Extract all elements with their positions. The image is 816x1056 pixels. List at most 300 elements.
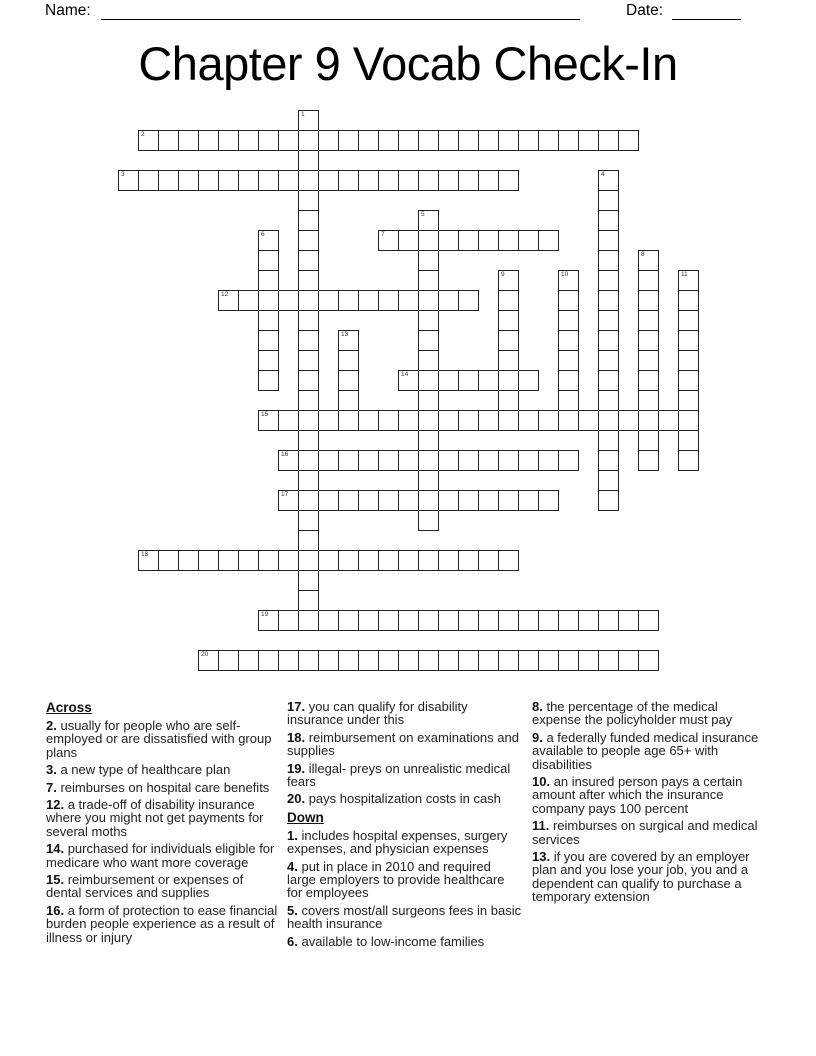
cell-number: 19 — [260, 610, 268, 618]
grid-cell[interactable] — [178, 550, 199, 571]
clue-text: available to low-income families — [301, 933, 485, 949]
grid-cell[interactable] — [478, 170, 499, 191]
grid-cell[interactable] — [298, 550, 319, 571]
clue-number: 5. — [287, 902, 302, 918]
grid-cell[interactable] — [378, 290, 399, 311]
grid-cell[interactable] — [258, 290, 279, 311]
grid-cell[interactable] — [638, 370, 659, 391]
grid-cell[interactable] — [498, 230, 519, 251]
grid-cell[interactable] — [418, 490, 439, 511]
grid-cell[interactable] — [518, 410, 539, 431]
grid-cell[interactable] — [458, 130, 479, 151]
grid-cell[interactable] — [278, 130, 299, 151]
grid-cell[interactable] — [338, 330, 359, 351]
grid-cell[interactable] — [458, 290, 479, 311]
grid-cell[interactable] — [158, 550, 179, 571]
grid-cell[interactable] — [358, 610, 379, 631]
grid-cell[interactable] — [318, 450, 339, 471]
grid-cell[interactable] — [638, 390, 659, 411]
grid-cell[interactable] — [398, 170, 419, 191]
grid-cell[interactable] — [218, 550, 239, 571]
grid-cell[interactable] — [418, 170, 439, 191]
clue-number: 20. — [287, 791, 309, 807]
grid-cell[interactable] — [618, 410, 639, 431]
grid-cell[interactable] — [478, 650, 499, 671]
grid-cell[interactable] — [318, 610, 339, 631]
grid-cell[interactable] — [338, 290, 359, 311]
grid-cell[interactable] — [298, 170, 319, 191]
grid-cell[interactable] — [558, 410, 579, 431]
grid-cell[interactable] — [198, 550, 219, 571]
clue-text: reimburses on hospital care benefits — [60, 779, 270, 795]
clue-text: an insured person pays a certain amount after which the insurance company pays 100 percent — [532, 774, 743, 816]
grid-cell[interactable] — [438, 490, 459, 511]
grid-cell[interactable] — [518, 130, 539, 151]
grid-cell[interactable] — [458, 410, 479, 431]
grid-cell[interactable] — [598, 250, 619, 271]
grid-cell[interactable] — [678, 370, 699, 391]
grid-cell[interactable] — [658, 410, 679, 431]
grid-cell[interactable] — [418, 650, 439, 671]
grid-cell[interactable] — [378, 490, 399, 511]
grid-cell[interactable] — [358, 550, 379, 571]
grid-cell[interactable] — [298, 590, 319, 611]
grid-cell[interactable] — [638, 310, 659, 331]
grid-cell[interactable] — [258, 610, 279, 631]
grid-cell[interactable] — [498, 350, 519, 371]
grid-cell[interactable] — [598, 390, 619, 411]
grid-cell[interactable] — [398, 230, 419, 251]
grid-cell[interactable] — [318, 550, 339, 571]
grid-cell[interactable] — [358, 490, 379, 511]
grid-cell[interactable] — [418, 390, 439, 411]
grid-cell[interactable] — [678, 410, 699, 431]
grid-cell[interactable] — [258, 170, 279, 191]
grid-cell[interactable] — [178, 170, 199, 191]
grid-cell[interactable] — [458, 370, 479, 391]
grid-cell[interactable] — [598, 470, 619, 491]
grid-cell[interactable] — [518, 230, 539, 251]
grid-cell[interactable] — [418, 370, 439, 391]
grid-cell[interactable] — [258, 410, 279, 431]
grid-cell[interactable] — [558, 350, 579, 371]
grid-cell[interactable] — [638, 650, 659, 671]
grid-cell[interactable] — [498, 610, 519, 631]
grid-cell[interactable] — [518, 450, 539, 471]
grid-cell[interactable] — [458, 610, 479, 631]
clue-item-7 — [46, 781, 282, 794]
grid-cell[interactable] — [218, 650, 239, 671]
grid-cell[interactable] — [238, 170, 259, 191]
grid-cell[interactable] — [518, 650, 539, 671]
grid-cell[interactable] — [498, 310, 519, 331]
grid-cell[interactable] — [378, 650, 399, 671]
grid-cell[interactable] — [498, 370, 519, 391]
grid-cell[interactable] — [638, 250, 659, 271]
grid-cell[interactable] — [338, 610, 359, 631]
grid-cell[interactable] — [598, 190, 619, 211]
grid-cell[interactable] — [358, 650, 379, 671]
grid-cell[interactable] — [438, 550, 459, 571]
grid-cell[interactable] — [438, 230, 459, 251]
grid-cell[interactable] — [238, 290, 259, 311]
grid-cell[interactable] — [458, 490, 479, 511]
grid-cell[interactable] — [498, 130, 519, 151]
grid-cell[interactable] — [438, 410, 459, 431]
clue-column-3 — [532, 700, 768, 908]
grid-cell[interactable] — [298, 290, 319, 311]
grid-cell[interactable] — [378, 610, 399, 631]
grid-cell[interactable] — [118, 170, 139, 191]
name-label: Name: — [45, 2, 91, 19]
grid-cell[interactable] — [598, 650, 619, 671]
grid-cell[interactable] — [238, 650, 259, 671]
grid-cell[interactable] — [338, 370, 359, 391]
grid-cell[interactable] — [318, 170, 339, 191]
grid-cell[interactable] — [318, 290, 339, 311]
grid-cell[interactable] — [558, 450, 579, 471]
grid-cell[interactable] — [238, 130, 259, 151]
grid-cell[interactable] — [398, 410, 419, 431]
grid-cell[interactable] — [178, 130, 199, 151]
grid-cell[interactable] — [298, 130, 319, 151]
grid-cell[interactable] — [338, 550, 359, 571]
grid-cell[interactable] — [618, 650, 639, 671]
cell-number: 16 — [280, 450, 288, 458]
grid-cell[interactable] — [518, 370, 539, 391]
cell-number: 8 — [640, 250, 645, 258]
grid-cell[interactable] — [398, 130, 419, 151]
grid-cell[interactable] — [138, 550, 159, 571]
grid-cell[interactable] — [298, 190, 319, 211]
grid-cell[interactable] — [298, 410, 319, 431]
grid-cell[interactable] — [598, 410, 619, 431]
cell-number: 12 — [220, 290, 228, 298]
grid-cell[interactable] — [298, 150, 319, 171]
grid-cell[interactable] — [598, 230, 619, 251]
grid-cell[interactable] — [298, 110, 319, 131]
grid-cell[interactable] — [418, 130, 439, 151]
grid-cell[interactable] — [498, 650, 519, 671]
grid-cell[interactable] — [238, 550, 259, 571]
grid-cell[interactable] — [558, 290, 579, 311]
grid-cell[interactable] — [258, 370, 279, 391]
grid-cell[interactable] — [298, 370, 319, 391]
grid-cell[interactable] — [598, 270, 619, 291]
grid-cell[interactable] — [298, 570, 319, 591]
grid-cell[interactable] — [258, 350, 279, 371]
grid-cell[interactable] — [638, 270, 659, 291]
grid-cell[interactable] — [318, 490, 339, 511]
grid-cell[interactable] — [298, 530, 319, 551]
grid-cell[interactable] — [138, 130, 159, 151]
grid-cell[interactable] — [418, 330, 439, 351]
grid-cell[interactable] — [398, 610, 419, 631]
grid-cell[interactable] — [618, 610, 639, 631]
clue-text: put in place in 2010 and required large employers to provide healthcare for employees — [287, 858, 505, 901]
grid-cell[interactable] — [538, 410, 559, 431]
grid-cell[interactable] — [298, 430, 319, 451]
grid-cell[interactable] — [438, 130, 459, 151]
grid-cell[interactable] — [498, 290, 519, 311]
grid-cell[interactable] — [678, 390, 699, 411]
grid-cell[interactable] — [498, 490, 519, 511]
grid-cell[interactable] — [578, 610, 599, 631]
grid-cell[interactable] — [258, 310, 279, 331]
grid-cell[interactable] — [278, 610, 299, 631]
grid-cell[interactable] — [298, 470, 319, 491]
grid-cell[interactable] — [598, 310, 619, 331]
grid-cell[interactable] — [298, 270, 319, 291]
grid-cell[interactable] — [418, 250, 439, 271]
grid-cell[interactable] — [338, 410, 359, 431]
grid-cell[interactable] — [538, 650, 559, 671]
grid-cell[interactable] — [418, 510, 439, 531]
grid-cell[interactable] — [278, 650, 299, 671]
grid-cell[interactable] — [218, 130, 239, 151]
grid-cell[interactable] — [298, 230, 319, 251]
grid-cell[interactable] — [438, 290, 459, 311]
grid-cell[interactable] — [558, 330, 579, 351]
grid-cell[interactable] — [498, 550, 519, 571]
grid-cell[interactable] — [258, 130, 279, 151]
grid-cell[interactable] — [278, 550, 299, 571]
grid-cell[interactable] — [598, 450, 619, 471]
grid-cell[interactable] — [598, 130, 619, 151]
grid-cell[interactable] — [598, 370, 619, 391]
grid-cell[interactable] — [678, 270, 699, 291]
grid-cell[interactable] — [298, 310, 319, 331]
grid-cell[interactable] — [678, 430, 699, 451]
grid-cell[interactable] — [418, 210, 439, 231]
grid-cell[interactable] — [638, 410, 659, 431]
clue-item-6 — [287, 935, 523, 948]
grid-cell[interactable] — [558, 310, 579, 331]
grid-cell[interactable] — [498, 330, 519, 351]
grid-cell[interactable] — [438, 370, 459, 391]
grid-cell[interactable] — [318, 130, 339, 151]
cell-number: 4 — [600, 170, 605, 178]
grid-cell[interactable] — [318, 410, 339, 431]
grid-cell[interactable] — [258, 270, 279, 291]
grid-cell[interactable] — [638, 290, 659, 311]
grid-cell[interactable] — [538, 130, 559, 151]
grid-cell[interactable] — [298, 490, 319, 511]
grid-cell[interactable] — [418, 410, 439, 431]
grid-cell[interactable] — [358, 170, 379, 191]
grid-cell[interactable] — [258, 650, 279, 671]
grid-cell[interactable] — [598, 490, 619, 511]
grid-cell[interactable] — [278, 290, 299, 311]
grid-cell[interactable] — [438, 170, 459, 191]
grid-cell[interactable] — [258, 230, 279, 251]
grid-cell[interactable] — [418, 290, 439, 311]
grid-cell[interactable] — [458, 230, 479, 251]
grid-cell[interactable] — [478, 230, 499, 251]
grid-cell[interactable] — [278, 170, 299, 191]
grid-cell[interactable] — [418, 430, 439, 451]
grid-cell[interactable] — [458, 450, 479, 471]
grid-cell[interactable] — [598, 290, 619, 311]
grid-cell[interactable] — [218, 170, 239, 191]
grid-cell[interactable] — [478, 410, 499, 431]
grid-cell[interactable] — [498, 390, 519, 411]
grid-cell[interactable] — [258, 250, 279, 271]
grid-cell[interactable] — [358, 450, 379, 471]
grid-cell[interactable] — [378, 170, 399, 191]
grid-cell[interactable] — [318, 650, 339, 671]
clue-text: the percentage of the medical expense the policyholder must pay — [532, 699, 733, 728]
grid-cell[interactable] — [338, 350, 359, 371]
grid-cell[interactable] — [538, 450, 559, 471]
grid-cell[interactable] — [418, 550, 439, 571]
grid-cell[interactable] — [358, 410, 379, 431]
grid-cell[interactable] — [338, 450, 359, 471]
grid-cell[interactable] — [378, 550, 399, 571]
grid-cell[interactable] — [418, 610, 439, 631]
cell-number: 6 — [260, 230, 265, 238]
grid-cell[interactable] — [278, 450, 299, 471]
grid-cell[interactable] — [598, 350, 619, 371]
grid-cell[interactable] — [438, 650, 459, 671]
grid-cell[interactable] — [398, 490, 419, 511]
grid-cell[interactable] — [478, 370, 499, 391]
clue-number: 13. — [532, 849, 554, 865]
grid-cell[interactable] — [158, 170, 179, 191]
grid-cell[interactable] — [478, 550, 499, 571]
grid-cell[interactable] — [338, 490, 359, 511]
clue-item-20 — [287, 792, 523, 805]
grid-cell[interactable] — [378, 230, 399, 251]
grid-cell[interactable] — [278, 410, 299, 431]
grid-cell[interactable] — [298, 210, 319, 231]
grid-cell[interactable] — [518, 490, 539, 511]
grid-cell[interactable] — [418, 450, 439, 471]
grid-cell[interactable] — [398, 550, 419, 571]
grid-cell[interactable] — [438, 610, 459, 631]
grid-cell[interactable] — [558, 390, 579, 411]
grid-cell[interactable] — [458, 550, 479, 571]
grid-cell[interactable] — [298, 450, 319, 471]
grid-cell[interactable] — [338, 130, 359, 151]
grid-cell[interactable] — [358, 290, 379, 311]
grid-cell[interactable] — [438, 450, 459, 471]
grid-cell[interactable] — [478, 610, 499, 631]
grid-cell[interactable] — [418, 310, 439, 331]
clue-text: a trade-off of disability insurance where you might not get payments for several moths — [46, 797, 264, 839]
grid-cell[interactable] — [418, 470, 439, 491]
grid-cell[interactable] — [538, 490, 559, 511]
grid-cell[interactable] — [618, 130, 639, 151]
grid-cell[interactable] — [398, 370, 419, 391]
grid-cell[interactable] — [298, 350, 319, 371]
grid-cell[interactable] — [558, 130, 579, 151]
grid-cell[interactable] — [278, 490, 299, 511]
clue-item-2 — [46, 719, 282, 759]
grid-cell[interactable] — [598, 610, 619, 631]
grid-cell[interactable] — [378, 410, 399, 431]
grid-cell[interactable] — [458, 170, 479, 191]
grid-cell[interactable] — [638, 450, 659, 471]
grid-cell[interactable] — [498, 410, 519, 431]
grid-cell[interactable] — [478, 450, 499, 471]
grid-cell[interactable] — [478, 490, 499, 511]
grid-cell[interactable] — [358, 130, 379, 151]
grid-cell[interactable] — [678, 450, 699, 471]
grid-cell[interactable] — [418, 350, 439, 371]
grid-cell[interactable] — [198, 130, 219, 151]
grid-cell[interactable] — [598, 430, 619, 451]
grid-cell[interactable] — [558, 270, 579, 291]
grid-cell[interactable] — [598, 170, 619, 191]
grid-cell[interactable] — [578, 130, 599, 151]
grid-cell[interactable] — [298, 610, 319, 631]
grid-cell[interactable] — [298, 650, 319, 671]
grid-cell[interactable] — [638, 610, 659, 631]
grid-cell[interactable] — [298, 510, 319, 531]
grid-cell[interactable] — [598, 330, 619, 351]
grid-cell[interactable] — [458, 650, 479, 671]
grid-cell[interactable] — [538, 230, 559, 251]
grid-cell[interactable] — [578, 650, 599, 671]
grid-cell[interactable] — [498, 170, 519, 191]
grid-cell[interactable] — [158, 130, 179, 151]
grid-cell[interactable] — [678, 330, 699, 351]
grid-cell[interactable] — [418, 230, 439, 251]
grid-cell[interactable] — [678, 310, 699, 331]
grid-cell[interactable] — [598, 210, 619, 231]
grid-cell[interactable] — [338, 170, 359, 191]
grid-cell[interactable] — [398, 650, 419, 671]
grid-cell[interactable] — [418, 270, 439, 291]
grid-cell[interactable] — [638, 350, 659, 371]
grid-cell[interactable] — [298, 250, 319, 271]
grid-cell[interactable] — [518, 610, 539, 631]
grid-cell[interactable] — [498, 270, 519, 291]
grid-cell[interactable] — [638, 430, 659, 451]
grid-cell[interactable] — [298, 390, 319, 411]
grid-cell[interactable] — [258, 550, 279, 571]
grid-cell[interactable] — [398, 290, 419, 311]
grid-cell[interactable] — [558, 610, 579, 631]
grid-cell[interactable] — [498, 450, 519, 471]
grid-cell[interactable] — [198, 650, 219, 671]
grid-cell[interactable] — [138, 170, 159, 191]
grid-cell[interactable] — [558, 650, 579, 671]
clue-number: 6. — [287, 933, 302, 949]
grid-cell[interactable] — [218, 290, 239, 311]
grid-cell[interactable] — [578, 410, 599, 431]
grid-cell[interactable] — [338, 650, 359, 671]
grid-cell[interactable] — [338, 390, 359, 411]
clue-item-10 — [532, 775, 768, 815]
cell-number: 20 — [200, 650, 208, 658]
grid-cell[interactable] — [258, 330, 279, 351]
clue-number: 11. — [532, 818, 553, 834]
grid-cell[interactable] — [678, 350, 699, 371]
grid-cell[interactable] — [198, 170, 219, 191]
grid-cell[interactable] — [678, 290, 699, 311]
grid-cell[interactable] — [638, 330, 659, 351]
grid-cell[interactable] — [538, 610, 559, 631]
grid-cell[interactable] — [558, 370, 579, 391]
grid-cell[interactable] — [298, 330, 319, 351]
grid-cell[interactable] — [478, 130, 499, 151]
cell-number: 18 — [140, 550, 148, 558]
grid-cell[interactable] — [378, 130, 399, 151]
grid-cell[interactable] — [378, 450, 399, 471]
grid-cell[interactable] — [398, 450, 419, 471]
